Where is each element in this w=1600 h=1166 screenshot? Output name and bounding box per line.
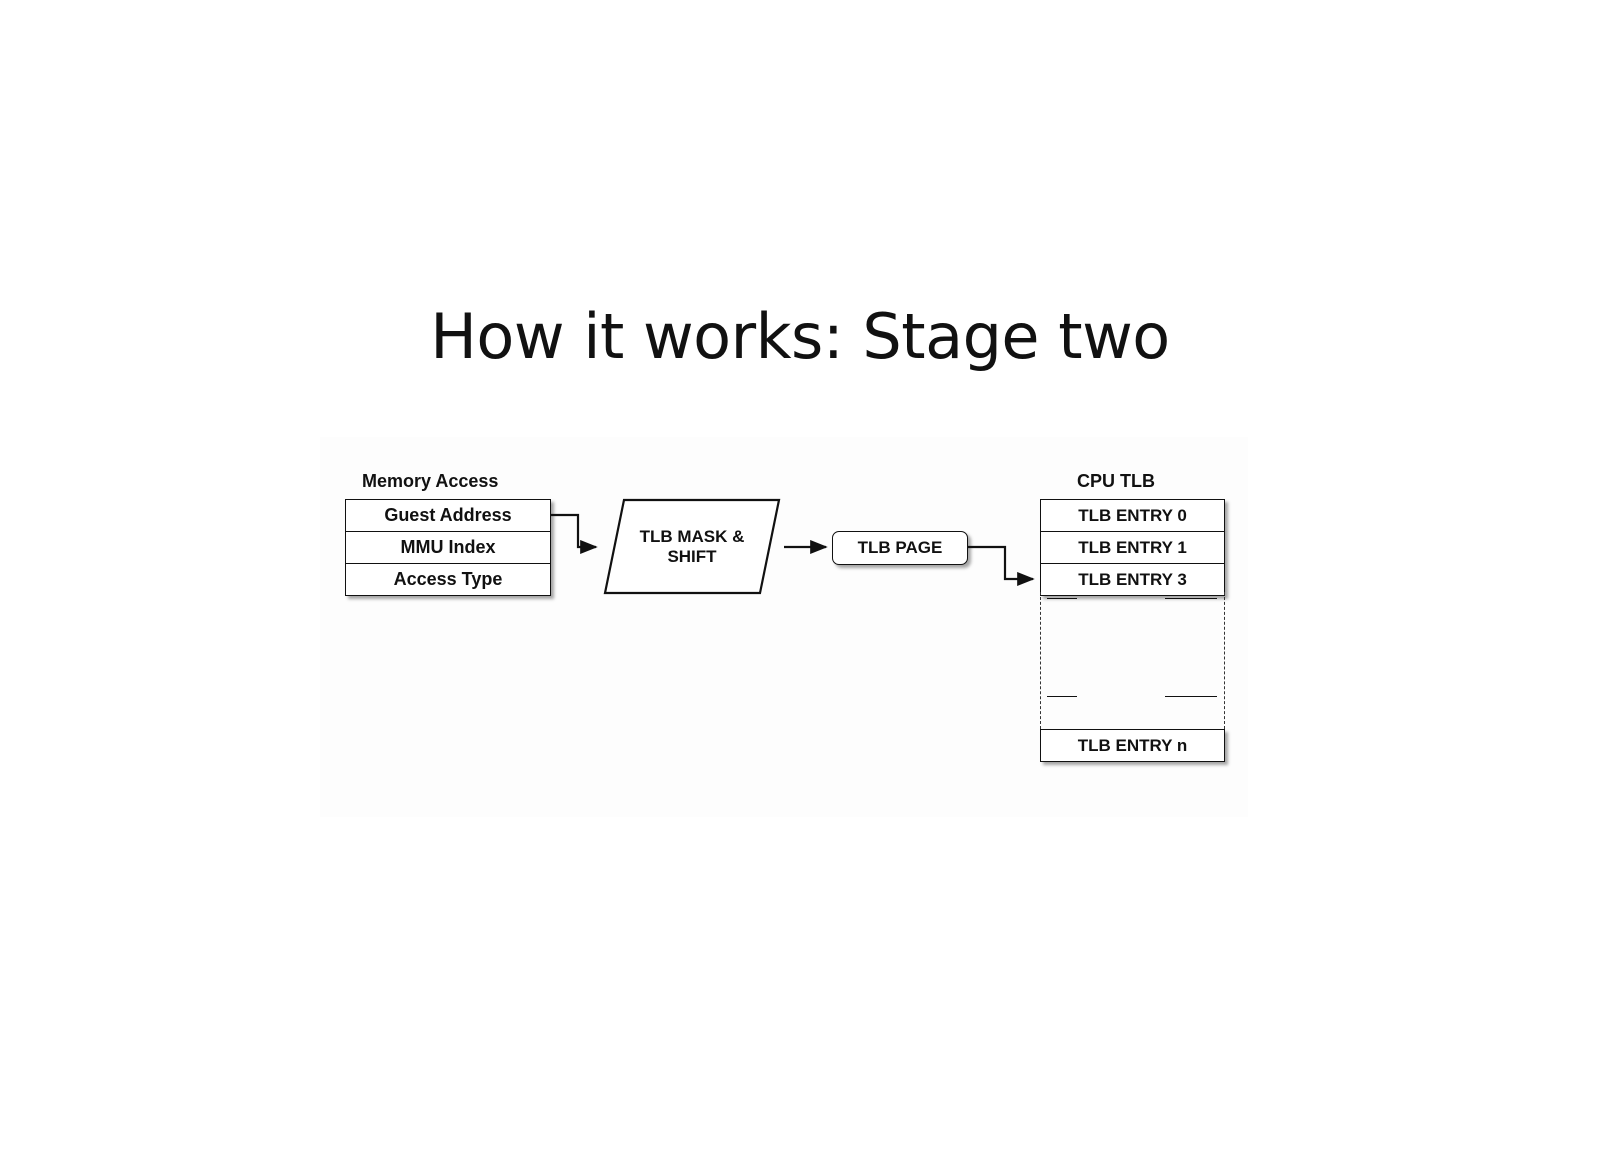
- tlb-entry-0: TLB ENTRY 0: [1040, 499, 1225, 531]
- arrow-tlbpage-to-entry: [967, 547, 1033, 579]
- tlb-page-label: TLB PAGE: [857, 538, 943, 557]
- tlb-entry-n: TLB ENTRY n: [1040, 729, 1225, 762]
- tlb-entry-3: TLB ENTRY 3: [1040, 563, 1225, 596]
- tlb-flow-diagram: [320, 437, 1248, 817]
- dash-segment-bottom-right: [1165, 696, 1217, 697]
- page-title: How it works: Stage two: [430, 300, 1170, 373]
- memory-access-row-mmu-index: MMU Index: [345, 531, 551, 563]
- tlb-page-node: [832, 531, 968, 565]
- tlb-mask-shift-line1: TLB MASK &: [639, 526, 745, 546]
- memory-access-label: Memory Access: [362, 471, 499, 491]
- dash-segment-top-right: [1165, 598, 1217, 599]
- tlb-mask-shift-label: [602, 497, 782, 596]
- tlb-mask-shift-node: [602, 497, 782, 596]
- memory-access-stack: [345, 499, 551, 596]
- cpu-tlb-label: CPU TLB: [1077, 471, 1155, 491]
- cpu-tlb-stack: [1040, 499, 1225, 596]
- tlb-mask-shift-line2: SHIFT: [667, 546, 717, 566]
- dash-segment-bottom-left: [1047, 696, 1077, 697]
- tlb-entry-1: TLB ENTRY 1: [1040, 531, 1225, 563]
- memory-access-row-guest-address: Guest Address: [345, 499, 551, 531]
- arrow-memory-to-mask: [551, 515, 596, 547]
- dash-segment-top-left: [1047, 598, 1077, 599]
- cpu-tlb-ellipsis-region: [1040, 592, 1225, 729]
- cpu-tlb-last-entry-box: [1040, 729, 1225, 762]
- memory-access-row-access-type: Access Type: [345, 563, 551, 596]
